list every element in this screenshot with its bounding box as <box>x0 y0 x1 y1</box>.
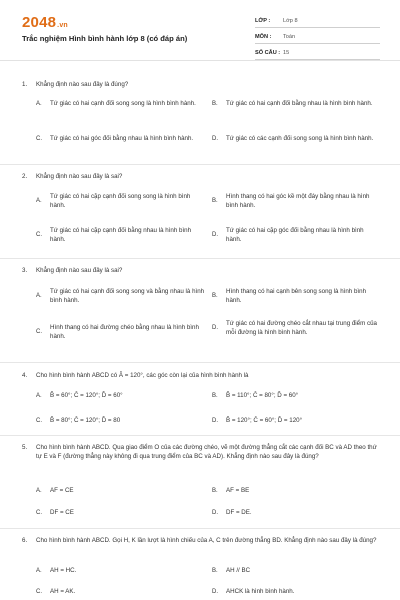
meta-row-subject <box>255 30 380 44</box>
option-text: AF = CE <box>50 487 74 494</box>
option-d[interactable] <box>212 508 380 517</box>
logo-suffix: .vn <box>57 22 68 29</box>
question-number: 5. <box>22 444 28 451</box>
option-c[interactable] <box>36 587 206 596</box>
meta-value: Lớp 8 <box>283 17 298 24</box>
meta-label: MÔN : <box>255 33 272 40</box>
option-text: Hình thang có hai cạnh bên song song là hình bình hành. <box>226 288 367 304</box>
option-letter: B. <box>212 293 218 299</box>
option-letter: A. <box>36 392 42 399</box>
option-a[interactable] <box>36 486 206 495</box>
option-a[interactable] <box>36 391 206 400</box>
option-text: B̂ = 60°; Ĉ = 120°; D̂ = 60° <box>50 392 123 399</box>
question-divider <box>0 362 400 363</box>
option-b[interactable] <box>212 192 380 210</box>
option-text: Tứ giác có hai cặp góc đối bằng nhau là hình bình hành. <box>226 227 364 243</box>
question-2 <box>22 172 380 181</box>
question-number: 4. <box>22 372 28 379</box>
option-letter: C. <box>36 232 42 238</box>
question-6 <box>22 536 380 545</box>
question-number: 2. <box>22 173 28 180</box>
option-letter: B. <box>212 100 218 107</box>
option-text: DF = DE. <box>226 509 252 516</box>
option-text: Tứ giác có hai cạnh đối song song là hình bình hành. <box>50 100 196 107</box>
option-text: B̂ = 110°; Ĉ = 80°; D̂ = 60° <box>226 392 299 399</box>
option-letter: C. <box>36 417 42 424</box>
question-number: 3. <box>22 267 28 274</box>
option-text: Tứ giác có hai góc đối bằng nhau là hình bình hành. <box>50 135 194 142</box>
option-letter: D. <box>212 417 218 424</box>
meta-row-count <box>255 46 380 60</box>
option-text: Tứ giác có hai cặp cạnh đối bằng nhau là hình bình hành. <box>50 227 192 243</box>
option-text: AH = AK. <box>50 588 76 595</box>
option-c[interactable] <box>36 416 206 425</box>
option-text: B̂ = 80°; Ĉ = 120°; D̂ = 80 <box>50 417 121 424</box>
option-d[interactable] <box>212 416 380 425</box>
question-1 <box>22 80 380 89</box>
option-text: Tứ giác có hai đường chéo cắt nhau tại trung điểm của mỗi đường là hình bình hành. <box>226 320 377 336</box>
option-text: AH // BC <box>226 567 251 574</box>
option-letter: B. <box>212 487 218 494</box>
option-text: B̂ = 120°; Ĉ = 60°; D̂ = 120° <box>226 417 303 424</box>
option-d[interactable] <box>212 319 380 337</box>
option-letter: C. <box>36 588 42 595</box>
option-text: Hình thang có hai đường chéo bằng nhau là hình bình hành. <box>50 324 199 340</box>
option-letter: A. <box>36 293 42 299</box>
question-3 <box>22 266 380 275</box>
option-b[interactable] <box>212 99 380 108</box>
option-letter: D. <box>212 509 218 516</box>
option-letter: A. <box>36 100 42 107</box>
option-letter: D. <box>212 135 218 142</box>
quiz-meta <box>255 14 380 62</box>
option-b[interactable] <box>212 566 380 575</box>
option-letter: D. <box>212 588 218 595</box>
question-divider <box>0 528 400 529</box>
question-text: Khẳng định nào sau đây là sai? <box>36 173 123 180</box>
page-header <box>0 0 400 61</box>
question-stem <box>22 443 380 461</box>
option-c[interactable] <box>36 226 206 244</box>
option-letter: A. <box>36 567 42 574</box>
option-letter: C. <box>36 329 42 335</box>
option-text: Hình thang có hai góc kề một đáy bằng nhau là hình bình hành. <box>226 193 370 209</box>
option-letter: D. <box>212 325 218 331</box>
option-letter: B. <box>212 392 218 399</box>
question-5 <box>22 443 380 461</box>
option-b[interactable] <box>212 486 380 495</box>
question-divider <box>0 435 400 436</box>
option-a[interactable] <box>36 99 206 108</box>
option-b[interactable] <box>212 287 380 305</box>
option-text: AHCK là hình bình hành. <box>226 588 295 595</box>
meta-value: 15 <box>283 49 290 56</box>
option-d[interactable] <box>212 587 380 596</box>
option-letter: C. <box>36 135 42 142</box>
question-text: Khẳng định nào sau đây là đúng? <box>36 81 129 88</box>
question-text: Cho hình bình hành ABCD. Qua giao điểm O của các đường chéo, vẽ một đường thẳng cắt các cạnh đối BC và AD theo thứ tự E và F (đường thẳng này không đi qua trung điểm của BC và AD). Khẳng định nào sau đây là đúng? <box>36 444 377 460</box>
option-c[interactable] <box>36 323 206 341</box>
question-stem <box>22 266 380 275</box>
question-stem <box>22 172 380 181</box>
logo-text: 2048 <box>22 14 57 31</box>
option-c[interactable] <box>36 508 206 517</box>
option-c[interactable] <box>36 134 206 143</box>
option-b[interactable] <box>212 391 380 400</box>
option-text: Tứ giác có hai cạnh đối bằng nhau là hình bình hành. <box>226 100 373 107</box>
option-text: AF = BE <box>226 487 250 494</box>
meta-value: Toán <box>283 33 296 40</box>
option-letter: A. <box>36 198 42 204</box>
option-a[interactable] <box>36 566 206 575</box>
option-letter: B. <box>212 198 218 204</box>
option-text: Tứ giác có hai cạnh đối song song và bằng nhau là hình bình hành. <box>50 288 205 304</box>
option-a[interactable] <box>36 287 206 305</box>
question-text: Khẳng định nào sau đây là sai? <box>36 267 123 274</box>
option-text: AH = HC. <box>50 567 77 574</box>
option-letter: C. <box>36 509 42 516</box>
question-number: 6. <box>22 537 28 544</box>
question-text: Cho hình bình hành ABCD có Â = 120°, các góc còn lại của hình bình hành là <box>36 372 249 379</box>
site-logo[interactable] <box>22 14 68 31</box>
question-divider <box>0 258 400 259</box>
question-stem <box>22 80 380 89</box>
option-text: Tứ giác có hai cặp cạnh đối song song là hình bình hành. <box>50 193 191 209</box>
meta-label: LỚP : <box>255 17 271 24</box>
meta-row-class <box>255 14 380 28</box>
option-text: Tứ giác có các cạnh đối song song là hình bình hành. <box>226 135 374 142</box>
page-title: Trắc nghiệm Hình bình hành lớp 8 (có đáp án) <box>22 34 188 43</box>
option-letter: A. <box>36 487 42 494</box>
question-stem <box>22 371 380 380</box>
question-number: 1. <box>22 81 28 88</box>
question-stem <box>22 536 380 545</box>
option-text: DF = CE <box>50 509 74 516</box>
option-letter: B. <box>212 567 218 574</box>
question-4 <box>22 371 380 380</box>
meta-label: SỐ CÂU : <box>255 49 281 56</box>
option-d[interactable] <box>212 134 380 143</box>
option-letter: D. <box>212 232 218 238</box>
option-d[interactable] <box>212 226 380 244</box>
option-a[interactable] <box>36 192 206 210</box>
question-divider <box>0 164 400 165</box>
question-text: Cho hình bình hành ABCD. Gọi H, K lần lượt là hình chiếu của A, C trên đường thẳng BD. Khẳng định nào sau đây là đúng? <box>36 537 377 544</box>
